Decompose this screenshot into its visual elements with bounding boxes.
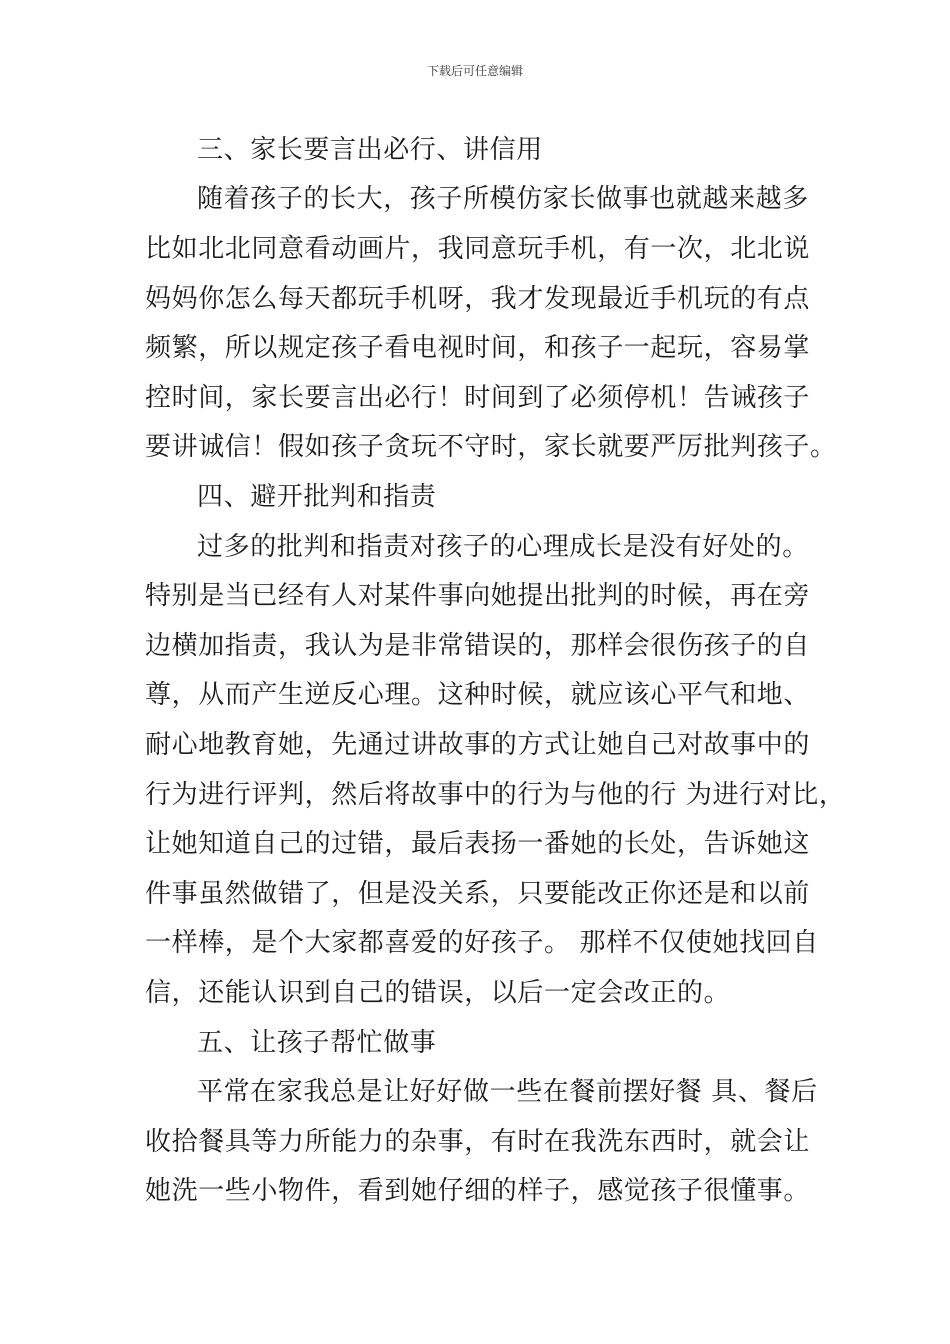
paragraph-line: 要讲诚信！假如孩子贪玩不守时，家长就要严厉批判孩子。: [145, 432, 837, 462]
section-heading-3: 三、家长要言出必行、讲信用: [197, 135, 543, 165]
paragraph-line: 尊，从而产生逆反心理。这种时候，就应该心平气和地、: [145, 680, 811, 710]
paragraph-line: 边横加指责，我认为是非常错误的，那样会很伤孩子的自: [145, 631, 811, 661]
paragraph-line: 让她知道自己的过错，最后表扬一番她的长处，告诉她这: [145, 829, 811, 859]
section-heading-5: 五、让孩子帮忙做事: [197, 1028, 437, 1058]
paragraph-line: 比如北北同意看动画片，我同意玩手机，有一次，北北说: [145, 234, 811, 264]
paragraph-line: 特别是当已经有人对某件事向她提出批判的时候，再在旁: [145, 581, 811, 611]
paragraph-line: 平常在家我总是让好好做一些在餐前摆好餐 具、餐后: [197, 1077, 818, 1107]
paragraph-line: 件事虽然做错了，但是没关系，只要能改正你还是和以前: [145, 879, 811, 909]
section-heading-4: 四、避开批判和指责: [197, 482, 437, 512]
paragraph-line: 频繁，所以规定孩子看电视时间，和孩子一起玩，容易掌: [145, 333, 811, 363]
paragraph-line: 过多的批判和指责对孩子的心理成长是没有好处的。: [197, 532, 809, 562]
header-note: 下载后可任意编辑: [426, 64, 523, 78]
paragraph-line: 她洗一些小物件，看到她仔细的样子，感觉孩子很懂事。: [145, 1176, 811, 1206]
paragraph-line: 收拾餐具等力所能力的杂事，有时在我洗东西时，就会让: [145, 1127, 811, 1157]
paragraph-line: 控时间，家长要言出必行！时间到了必须停机！告诫孩子: [145, 383, 811, 413]
paragraph-line: 妈妈你怎么每天都玩手机呀，我才发现最近手机玩的有点: [145, 284, 811, 314]
paragraph-line: 耐心地教育她，先通过讲故事的方式让她自己对故事中的: [145, 730, 811, 760]
paragraph-line: 一样棒，是个大家都喜爱的好孩子。 那样不仅使她找回自: [145, 928, 819, 958]
paragraph-line: 信，还能认识到自己的错误，以后一定会改正的。: [145, 978, 731, 1008]
paragraph-line: 随着孩子的长大，孩子所模仿家长做事也就越来越多: [197, 184, 809, 214]
paragraph-line: 行为进行评判，然后将故事中的行为与他的行 为进行对比，: [145, 780, 846, 810]
